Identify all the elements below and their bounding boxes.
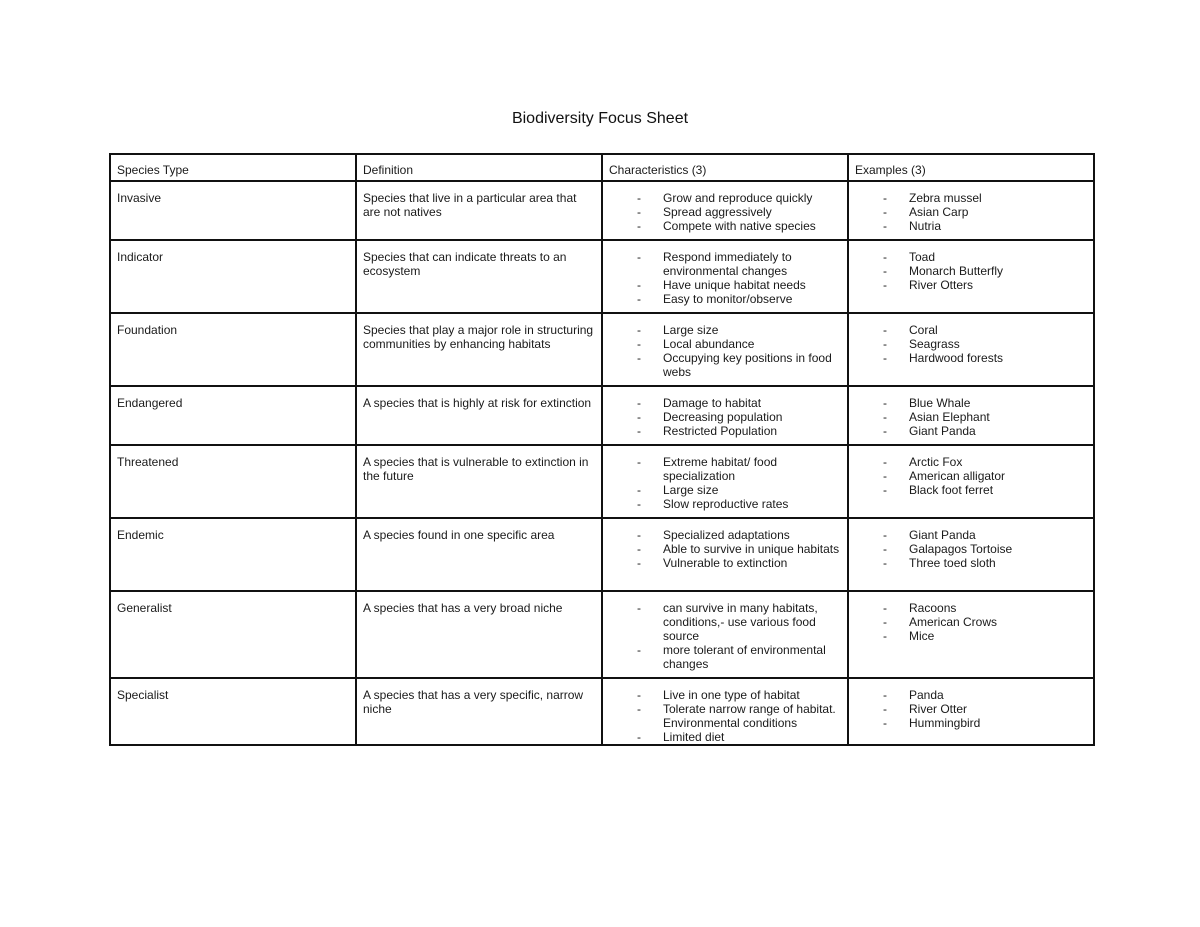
header-examples: Examples (3) (848, 154, 1094, 181)
list-item: - Giant Panda (855, 424, 1087, 438)
list-item: - Giant Panda (855, 528, 1087, 542)
characteristics-cell (602, 181, 848, 240)
species-type-cell: Generalist (110, 591, 356, 678)
list-item: - Have unique habitat needs (609, 278, 841, 292)
list-item: - Large size (609, 323, 841, 337)
definition-cell: A species that is vulnerable to extinction in the future (356, 445, 602, 518)
list-item: - Grow and reproduce quickly (609, 191, 841, 205)
examples-list (855, 688, 1087, 730)
list-item: - Able to survive in unique habitats (609, 542, 841, 556)
table-header-row (110, 154, 1094, 181)
list-item: - Hummingbird (855, 716, 1087, 730)
list-item: - Easy to monitor/observe (609, 292, 841, 306)
list-item: - Extreme habitat/ food specialization (609, 455, 841, 483)
list-item: - Coral (855, 323, 1087, 337)
examples-list (855, 601, 1087, 643)
characteristics-list (609, 601, 841, 671)
characteristics-cell (602, 678, 848, 745)
definition-cell: A species that has a very specific, narrow niche (356, 678, 602, 745)
list-item: - Damage to habitat (609, 396, 841, 410)
list-item: - Compete with native species (609, 219, 841, 233)
list-item: - Panda (855, 688, 1087, 702)
examples-list (855, 323, 1087, 365)
characteristics-list (609, 688, 841, 744)
list-item: - Black foot ferret (855, 483, 1087, 497)
examples-cell (848, 678, 1094, 745)
species-type-cell: Indicator (110, 240, 356, 313)
examples-cell (848, 445, 1094, 518)
biodiversity-table (109, 153, 1095, 746)
examples-cell (848, 313, 1094, 386)
examples-cell (848, 518, 1094, 591)
examples-cell (848, 181, 1094, 240)
list-item: - Limited diet (609, 730, 841, 744)
list-item: - Mice (855, 629, 1087, 643)
examples-cell (848, 591, 1094, 678)
characteristics-cell (602, 518, 848, 591)
list-item: - Arctic Fox (855, 455, 1087, 469)
page-title: Biodiversity Focus Sheet (511, 110, 689, 127)
list-item: - American Crows (855, 615, 1087, 629)
definition-cell: A species that has a very broad niche (356, 591, 602, 678)
list-item: - Decreasing population (609, 410, 841, 424)
list-item: - Restricted Population (609, 424, 841, 438)
characteristics-cell (602, 445, 848, 518)
characteristics-list (609, 323, 841, 379)
list-item: - Zebra mussel (855, 191, 1087, 205)
list-item: - Specialized adaptations (609, 528, 841, 542)
header-characteristics: Characteristics (3) (602, 154, 848, 181)
list-item: - Asian Elephant (855, 410, 1087, 424)
list-item: - Toad (855, 250, 1087, 264)
table-row (110, 313, 1094, 386)
species-type-cell: Endangered (110, 386, 356, 445)
species-type-cell: Foundation (110, 313, 356, 386)
list-item: - Racoons (855, 601, 1087, 615)
characteristics-list (609, 191, 841, 233)
table-row (110, 386, 1094, 445)
examples-list (855, 191, 1087, 233)
list-item: - Vulnerable to extinction (609, 556, 841, 570)
species-type-cell: Endemic (110, 518, 356, 591)
examples-cell (848, 386, 1094, 445)
definition-cell: A species that is highly at risk for extinction (356, 386, 602, 445)
table-row (110, 445, 1094, 518)
table-row (110, 678, 1094, 745)
list-item: - Live in one type of habitat (609, 688, 841, 702)
list-item: - Galapagos Tortoise (855, 542, 1087, 556)
examples-list (855, 528, 1087, 570)
list-item: - Hardwood forests (855, 351, 1087, 365)
list-item: - Seagrass (855, 337, 1087, 351)
list-item: - Spread aggressively (609, 205, 841, 219)
examples-cell (848, 240, 1094, 313)
list-item: - Blue Whale (855, 396, 1087, 410)
characteristics-list (609, 455, 841, 511)
characteristics-list (609, 528, 841, 570)
table-row (110, 181, 1094, 240)
list-item: - Local abundance (609, 337, 841, 351)
header-definition: Definition (356, 154, 602, 181)
list-item: - Occupying key positions in food webs (609, 351, 841, 379)
characteristics-list (609, 250, 841, 306)
species-type-cell: Threatened (110, 445, 356, 518)
characteristics-cell (602, 591, 848, 678)
table-row (110, 240, 1094, 313)
list-item: - River Otter (855, 702, 1087, 716)
examples-list (855, 396, 1087, 438)
characteristics-cell (602, 386, 848, 445)
species-type-cell: Invasive (110, 181, 356, 240)
list-item: - River Otters (855, 278, 1087, 292)
definition-cell: Species that can indicate threats to an ecosystem (356, 240, 602, 313)
examples-list (855, 455, 1087, 497)
list-item: - can survive in many habitats, conditions,- use various food source (609, 601, 841, 643)
list-item: - Monarch Butterfly (855, 264, 1087, 278)
definition-cell: Species that play a major role in structuring communities by enhancing habitats (356, 313, 602, 386)
list-item: - Tolerate narrow range of habitat. Environmental conditions (609, 702, 841, 730)
characteristics-cell (602, 240, 848, 313)
characteristics-list (609, 396, 841, 438)
list-item: - Three toed sloth (855, 556, 1087, 570)
list-item: - Large size (609, 483, 841, 497)
examples-list (855, 250, 1087, 292)
list-item: - Slow reproductive rates (609, 497, 841, 511)
species-type-cell: Specialist (110, 678, 356, 745)
list-item: - more tolerant of environmental changes (609, 643, 841, 671)
list-item: - Respond immediately to environmental changes (609, 250, 841, 278)
characteristics-cell (602, 313, 848, 386)
header-species-type: Species Type (110, 154, 356, 181)
definition-cell: Species that live in a particular area that are not natives (356, 181, 602, 240)
table-row (110, 518, 1094, 591)
table-row (110, 591, 1094, 678)
list-item: - American alligator (855, 469, 1087, 483)
list-item: - Asian Carp (855, 205, 1087, 219)
definition-cell: A species found in one specific area (356, 518, 602, 591)
list-item: - Nutria (855, 219, 1087, 233)
